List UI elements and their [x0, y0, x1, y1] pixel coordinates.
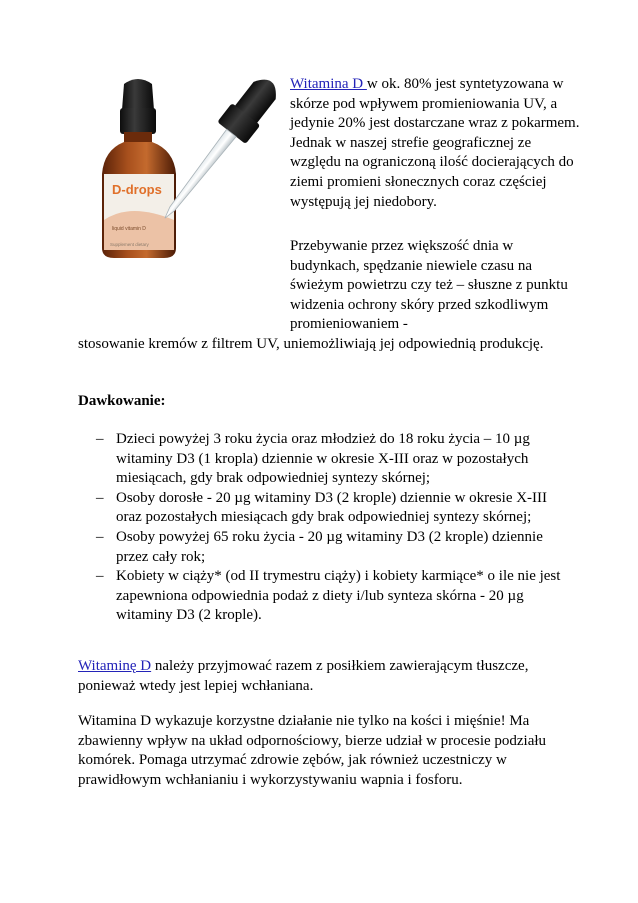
- dosage-heading: Dawkowanie:: [78, 393, 166, 409]
- dash-bullet: –: [96, 528, 104, 545]
- dosage-item-adults: Osoby dorosłe - 20 µg witaminy D3 (2 krople) dziennie w okresie X-III oraz pozostałych miesiącach gdy brak odpowiedniej syntezy skórnej;: [116, 489, 548, 526]
- list-item: [78, 430, 568, 489]
- dosage-item-seniors: Osoby powyżej 65 roku życia - 20 µg witaminy D3 (2 krople) dziennie przez cały rok;: [116, 528, 543, 565]
- benefits-paragraph: Witamina D wykazuje korzystne działanie nie tylko na kości i mięśnie! Ma zbawienny wpływ na układ odpornościowy, bierze udział w procesie podziału komórek. Pomaga utrzymać zdrowie zębów, jak również uczestniczy w prawidłowym wchłanianiu i wykorzystywaniu wapnia i fosforu.: [78, 713, 547, 788]
- meal-paragraph: [78, 657, 568, 696]
- dash-bullet: –: [96, 431, 104, 447]
- dropper-bottle-illustration: [90, 70, 290, 270]
- product-image: [90, 70, 290, 270]
- meal-text: należy przyjmować razem z posiłkiem zawierającym tłuszcze, ponieważ wtedy jest lepiej wchłaniana.: [78, 658, 529, 694]
- indoor-paragraph-continued: stosowanie kremów z filtrem UV, uniemożliwiają jej odpowiednią produkcję.: [78, 336, 544, 352]
- vitamin-d-link-2[interactable]: Witaminę D: [78, 658, 152, 674]
- list-item: [78, 567, 568, 626]
- dosage-item-children: Dzieci powyżej 3 roku życia oraz młodzież do 18 roku życia – 10 µg witaminy D3 (1 kropla) dziennie w okresie X-III oraz w pozostałych miesiącach, gdy brak odpowiedniej syntezy skórnej;: [116, 431, 530, 487]
- dash-bullet: –: [96, 568, 104, 585]
- dosage-list: [78, 430, 568, 626]
- intro-text: w ok. 80% jest syntetyzowana w skórze pod wpływem promieniowania UV, a jedynie 20% jest dostarczane wraz z pokarmem. Jednak w naszej strefie geograficznej ze względu na ograniczoną ilość docierających do ziemi promieni słonecznych coraz częściej występują jej niedobory.: [290, 76, 580, 210]
- vitamin-d-link[interactable]: Witamina D: [290, 76, 367, 92]
- bottle-label-text: D-drops: [112, 182, 162, 197]
- bottle-footer-text: Supplement dietary: [110, 242, 149, 247]
- dash-bullet: –: [96, 489, 104, 506]
- list-item: [78, 489, 568, 528]
- intro-paragraph: [290, 75, 580, 212]
- dosage-item-pregnant: Kobiety w ciąży* (od II trymestru ciąży) i kobiety karmiące* o ile nie jest zapewniona odpowiednia podaż z diety i/lub synteza skórna - 20 µg witaminy D3 (2 krople).: [116, 568, 561, 624]
- bottle-sublabel-text: liquid vitamin D: [112, 226, 146, 232]
- indoor-paragraph: Przebywanie przez większość dnia w budynkach, spędzanie niewiele czasu na świeżym powietrzu czy też – słuszne z punktu widzenia ochrony skóry przed szkodliwym promieniowaniem -: [290, 238, 568, 333]
- list-item: [78, 528, 568, 567]
